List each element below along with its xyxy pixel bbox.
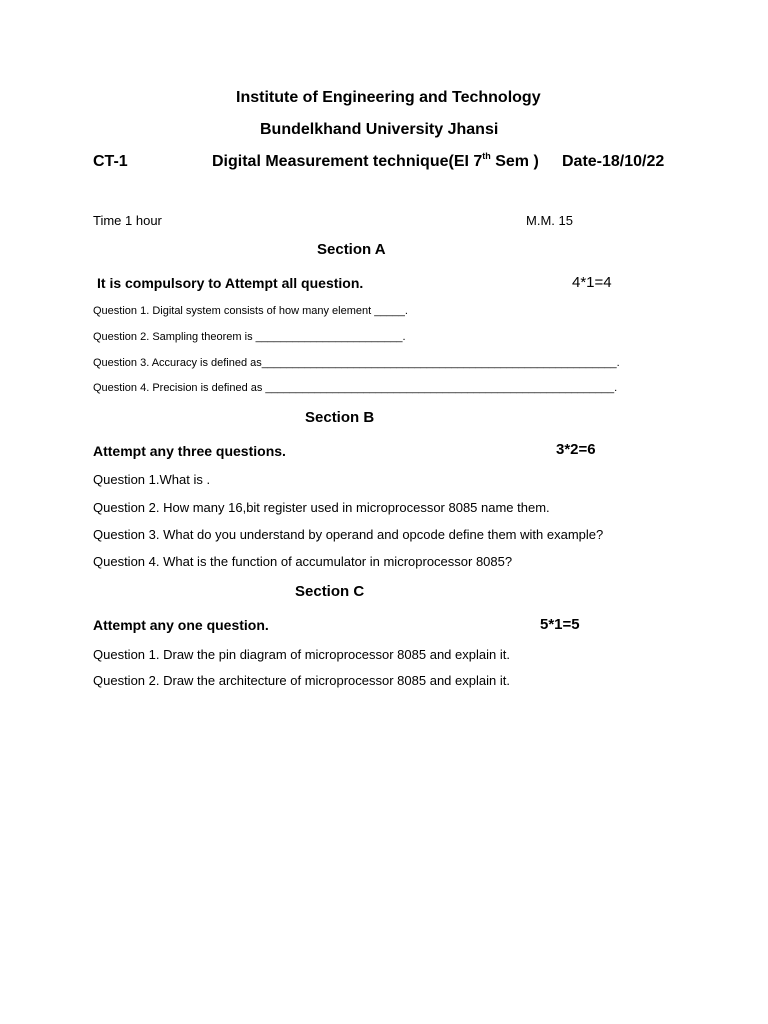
- exam-time: Time 1 hour: [93, 213, 162, 228]
- section-c-question-2: Question 2. Draw the architecture of microprocessor 8085 and explain it.: [93, 673, 510, 688]
- section-b-question-2: Question 2. How many 16,bit register used in microprocessor 8085 name them.: [93, 500, 550, 515]
- section-a-question-1: Question 1. Digital system consists of how many element _____.: [93, 305, 408, 317]
- section-a-question-3: Question 3. Accuracy is defined as__________________________________________________________.: [93, 357, 620, 369]
- section-b-title: Section B: [305, 409, 375, 426]
- subject-suffix: Sem ): [490, 153, 539, 170]
- university-title: Bundelkhand University Jhansi: [260, 121, 499, 138]
- section-a-instruction: It is compulsory to Attempt all question.: [97, 275, 364, 291]
- test-code: CT-1: [93, 153, 128, 170]
- section-c-title: Section C: [295, 583, 365, 600]
- section-c-instruction: Attempt any one question.: [93, 617, 269, 633]
- section-a-question-2: Question 2. Sampling theorem is ________________________.: [93, 331, 406, 343]
- section-b-question-1: Question 1.What is .: [93, 472, 211, 487]
- section-a-marks: 4*1=4: [572, 274, 612, 291]
- section-b-marks: 3*2=6: [556, 441, 596, 458]
- exam-date: Date-18/10/22: [562, 153, 665, 170]
- subject-prefix: Digital Measurement technique(EI 7: [212, 153, 483, 170]
- institute-title: Institute of Engineering and Technology: [236, 89, 541, 106]
- subject-title: [212, 151, 539, 170]
- section-b-question-3: Question 3. What do you understand by operand and opcode define them with example?: [93, 527, 604, 542]
- section-c-marks: 5*1=5: [540, 616, 580, 633]
- section-b-instruction: Attempt any three questions.: [93, 443, 286, 459]
- section-a-title: Section A: [317, 241, 386, 258]
- section-b-question-4: Question 4. What is the function of accumulator in microprocessor 8085?: [93, 554, 513, 569]
- section-c-question-1: Question 1. Draw the pin diagram of microprocessor 8085 and explain it.: [93, 647, 510, 662]
- subject-superscript: th: [482, 151, 491, 161]
- max-marks: M.M. 15: [526, 213, 573, 228]
- section-a-question-4: Question 4. Precision is defined as _________________________________________________________.: [93, 382, 618, 394]
